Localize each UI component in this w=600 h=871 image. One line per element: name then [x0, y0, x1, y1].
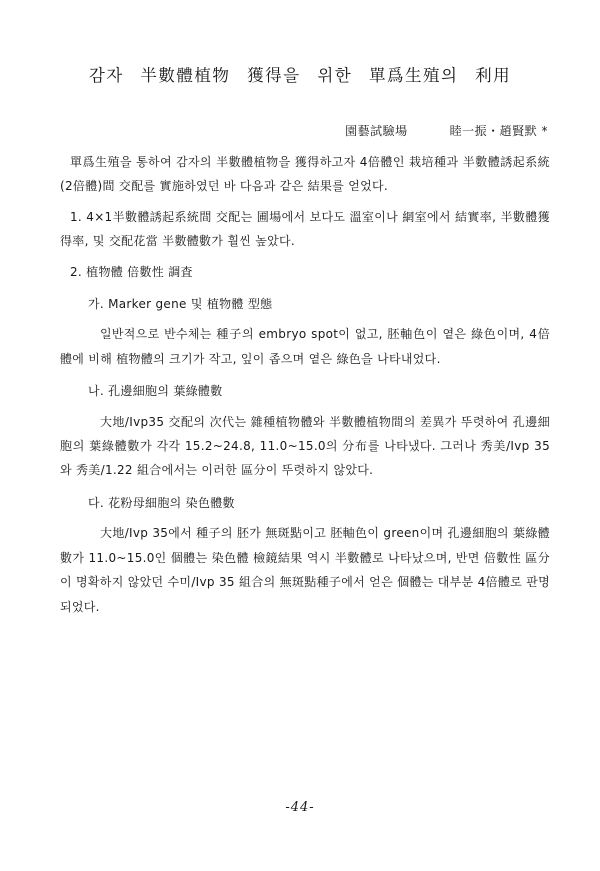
author-line	[345, 122, 548, 139]
page-number: -44-	[285, 800, 315, 815]
sub-b-heading: 나. 孔邊細胞의 葉綠體數	[88, 384, 223, 399]
item-2-heading: 2. 植物體 倍數性 調査	[70, 264, 193, 279]
sub-b-text: 大地/Ivp35 交配의 次代는 雜種植物體와 半數體植物間의 差異가 뚜렷하여 孔邊細胞의 葉綠體數가 각각 15.2~24.8, 11.0~15.0의 分布를 나타냈다. 그러나 秀美/Ivp 35와 秀美/1.22 組合에서는 이러한 區分이 뚜렷하지 않았다.	[60, 414, 550, 478]
sub-a-heading: 가. Marker gene 및 植物體 型態	[88, 297, 273, 312]
author-names: 睦一振・趙賢默 *	[449, 124, 548, 138]
author-affiliation: 園藝試驗場	[345, 124, 408, 138]
sub-c-text: 大地/Ivp 35에서 種子의 胚가 無斑點이고 胚軸色이 green이며 孔邊細胞의 葉綠體數가 11.0~15.0인 個體는 染色體 檢鏡結果 역시 半數體로 나타났으며, 반면 倍數性 區分이 명확하지 않았던 수미/Ivp 35 組合의 無斑點種子에서 얻은 個體는 대부분 4倍體로 판명되었다.	[60, 526, 550, 614]
intro-paragraph: 單爲生殖을 통하여 감자의 半數體植物을 獲得하고자 4倍體인 栽培種과 半數體誘起系統(2倍體)間 交配를 實施하였던 바 다음과 같은 結果를 얻었다.	[60, 155, 550, 194]
page-title: 감자 半數體植物 獲得을 위한 單爲生殖의 利用	[88, 66, 512, 85]
sub-c-heading: 다. 花粉母細胞의 染色體數	[88, 495, 235, 510]
item-1-paragraph: 1. 4×1半數體誘起系統間 交配는 圃場에서 보다도 溫室이나 網室에서 結實率, 半數體獲得率, 및 交配花當 半數體數가 훨씬 높았다.	[60, 209, 550, 249]
sub-a-text: 일반적으로 반수체는 種子의 embryo spot이 없고, 胚軸色이 옅은 綠色이며, 4倍體에 비해 植物體의 크기가 작고, 잎이 좁으며 옅은 綠色을 나타내었다.	[60, 327, 550, 366]
body-text	[60, 150, 550, 627]
